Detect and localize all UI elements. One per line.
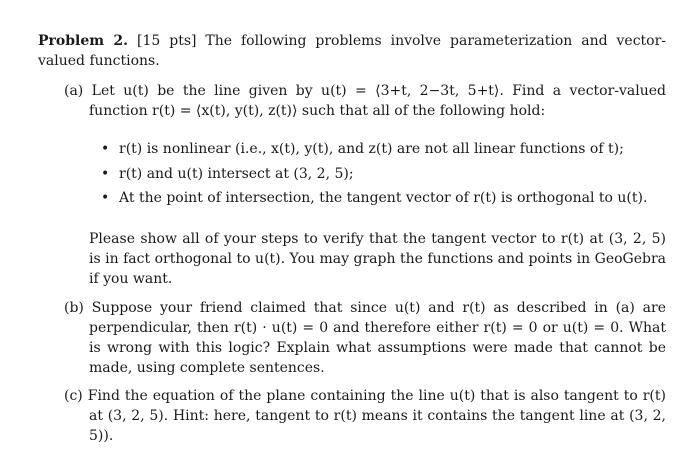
problem-intro [38, 31, 666, 71]
part-c [64, 386, 666, 446]
part-a-text: Let u(t) be the line given by u(t) = ⟨3+t, 2−3t, 5+t⟩. Find a vector-valued function r(t) = ⟨x(t), y(t), z(t)⟩ such that all of the following hold: [89, 83, 667, 119]
part-c-label: (c) [64, 388, 83, 404]
part-b-text: Suppose your friend claimed that since u(t) and r(t) as described in (a) are perpendicular, then r(t) · u(t) = 0 and therefore either r(t) = 0 or u(t) = 0. What is wrong with this logic? Explain what assumptions were made that cannot be made, using complete sentences. [89, 300, 666, 376]
problem-points: [15 pts] [137, 33, 197, 49]
bullet-text: r(t) and u(t) intersect at (3, 2, 5); [119, 166, 354, 182]
part-c-text: Find the equation of the plane containing the line u(t) that is also tangent to r(t) at (3, 2, 5). Hint: here, tangent to r(t) means it contains the tangent line at (3, 2, 5)). [87, 388, 666, 444]
part-a-note: Please show all of your steps to verify that the tangent vector to r(t) at (3, 2, 5) is in fact orthogonal to u(t). You may graph the functions and points in GeoGebra if you want. [89, 231, 666, 287]
bullet-icon: • [101, 166, 110, 182]
bullet-text: At the point of intersection, the tangent vector of r(t) is orthogonal to u(t). [119, 190, 648, 206]
part-a-label: (a) [64, 83, 84, 99]
part-b [64, 298, 666, 378]
problem-heading: Problem 2. [38, 33, 129, 49]
part-a [64, 81, 666, 121]
part-b-label: (b) [64, 300, 84, 316]
problem-intro-text: The following problems involve parameterization and vector-valued functions. [38, 33, 667, 69]
bullet-icon: • [101, 141, 110, 157]
bullet-text: r(t) is nonlinear (i.e., x(t), y(t), and z(t) are not all linear functions of t); [119, 141, 624, 157]
bullet-icon: • [101, 190, 110, 206]
